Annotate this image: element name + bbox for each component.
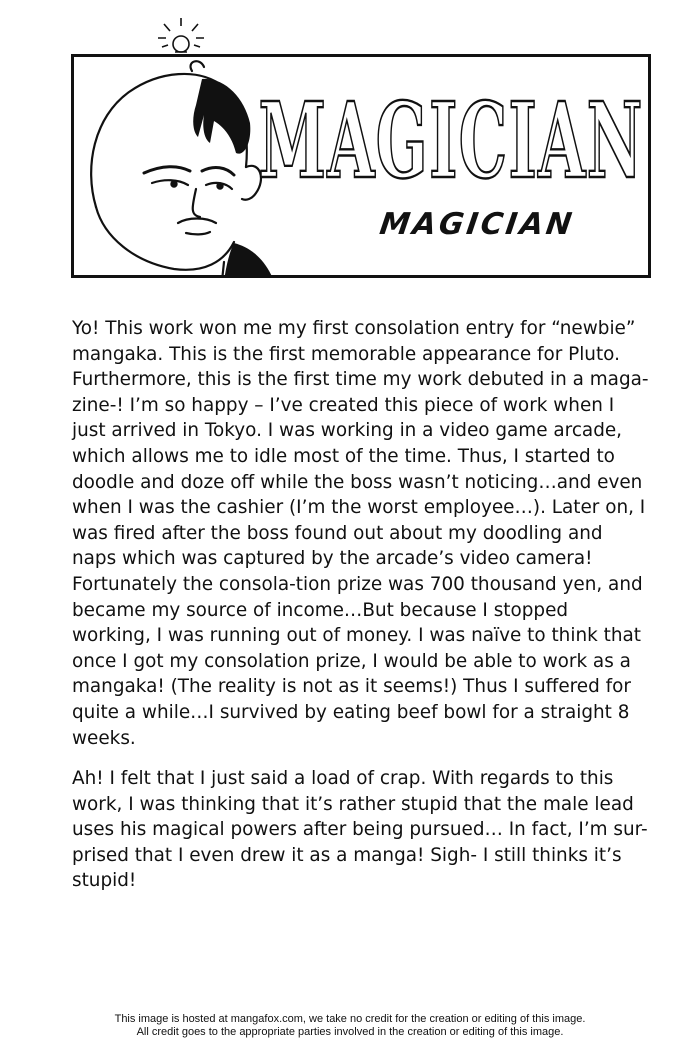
body-paragraph-1: Yo! This work won me my first consolation entry for “newbie” mangaka. This is the first memorable appearance for Pluto. Furthermore, this is the first time my work debuted in a maga-zine-! I’m so happy – I’ve created this piece of work when I just arrived in Tokyo. I was working in a video game arcade, which allows me to idle most of the time. Thus, I started to doodle and doze off while the boss wasn’t noticing…and even when I was the cashier (I’m the worst employee…). Later on, I was fired after the boss found out about my doodling and naps which was captured by the arcade’s video camera! Fortunately the consola-tion prize was 700 thousand yen, and became my source of income…But because I stopped working, I was running out of money. I was naïve to think that once I got my consolation prize, I would be able to work as a mangaka! (The reality is not as it seems!) Thus I suffered for quite a while…I survived by eating beef bowl for a straight 8 weeks. [72, 318, 649, 749]
title-logo [254, 75, 649, 205]
logo-text: MAGICIAN [258, 79, 644, 202]
body-paragraph-2: Ah! I felt that I just said a load of crap. With regards to this work, I was thinking that it’s rather stupid that the male lead uses his magical powers after being pursued… In fact, I’m sur-prised that I even drew it as a manga! Sigh- I still thinks it’s stupid! [72, 768, 648, 892]
hosting-credit [0, 1013, 700, 1039]
panel-subtitle: MAGICIAN [377, 207, 577, 242]
title-panel [71, 54, 651, 278]
credit-line-1: This image is hosted at mangafox.com, we take no credit for the creation or editing of this image. [114, 1013, 586, 1025]
credit-line-2: All credit goes to the appropriate parties involved in the creation or editing of this image. [136, 1026, 564, 1038]
